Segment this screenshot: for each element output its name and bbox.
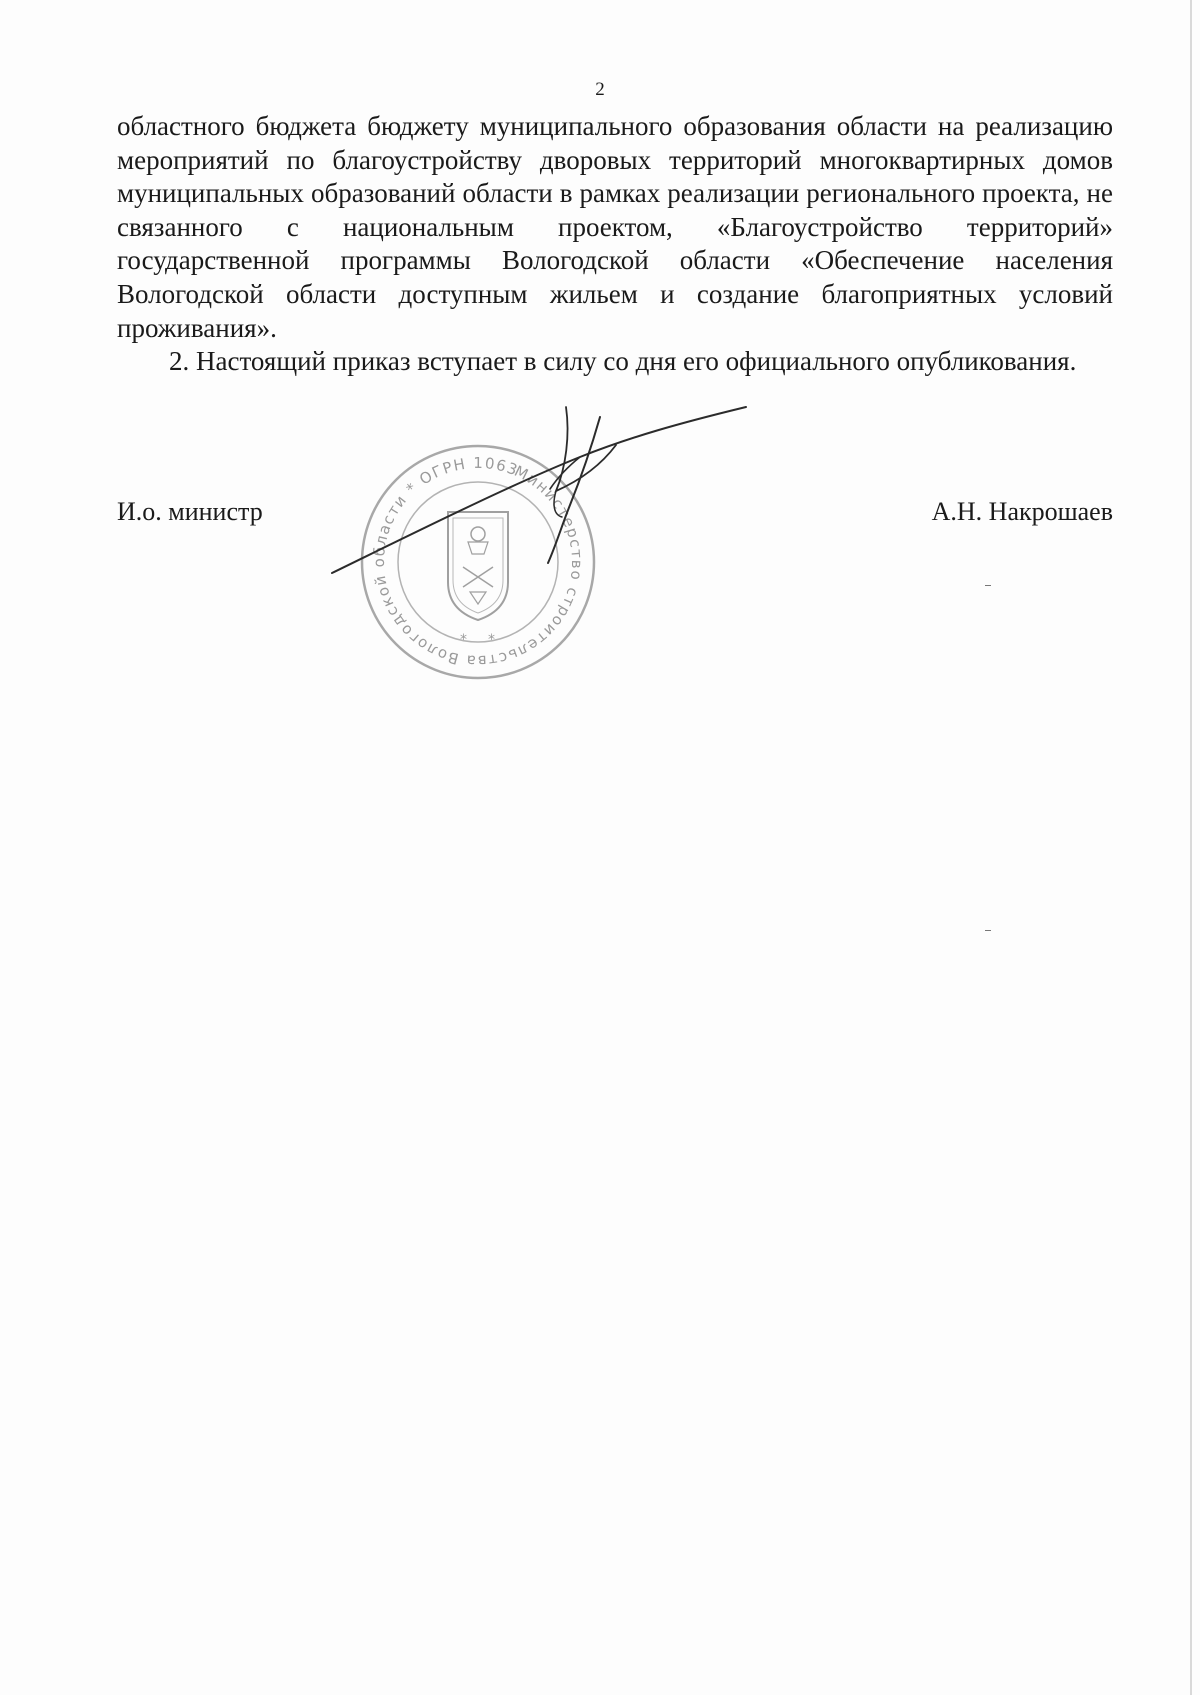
signatory-name: А.Н. Накрошаев [931,497,1113,526]
document-body [117,110,1113,379]
signatory-position: И.о. министр [117,497,263,526]
svg-text:*: * [460,632,467,648]
scan-speck [985,930,991,931]
handwritten-signature [330,405,750,630]
svg-text:*: * [488,632,495,648]
paragraph-continued: областного бюджета бюджету муниципального образования области на реализацию мероприятий по благоустройству дворовых территорий многоквартирных домов муниципальных образований области в рамках реализации регионального проекта, не связанного с национальным проектом, «Благоустройство территорий» государственной программы Вологодской области «Обеспечение населения Вологодской области доступным жильем и создание благоприятных условий проживания». [117,111,1113,343]
page-number: 2 [595,79,605,100]
page-edge-shadow [1190,0,1192,1695]
seal-text: Министерство строительства Вологодской области * ОГРН 1063525000040 [369,453,587,671]
paragraph-2: 2. Настоящий приказ вступает в силу со дня его официального опубликования. [169,346,1077,377]
scan-speck [985,585,991,586]
